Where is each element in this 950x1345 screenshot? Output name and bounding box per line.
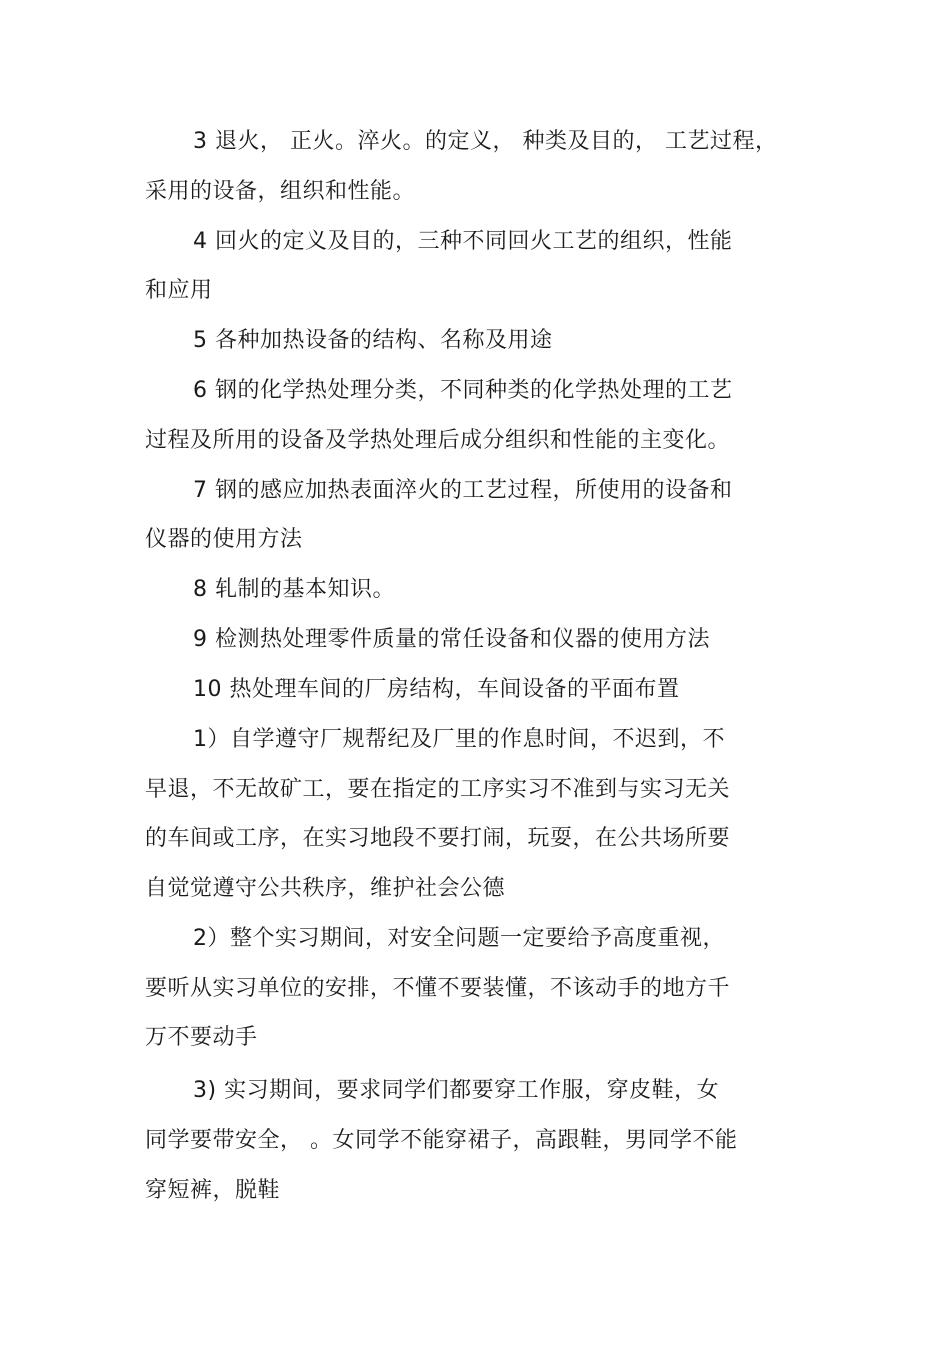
rule-1-line-4: 自觉觉遵守公共秩序，维护社会公德 bbox=[145, 876, 506, 901]
paragraph-3-line-2: 采用的设备，组织和性能。 bbox=[145, 179, 416, 204]
rule-1-line-3: 的车间或工序，在实习地段不要打闹，玩耍，在公共场所要 bbox=[145, 826, 731, 851]
paragraph-8-line-1: 8 轧制的基本知识。 bbox=[193, 577, 395, 602]
rule-1-line-1: 1）自学遵守厂规帮纪及厂里的作息时间，不迟到，不 bbox=[193, 727, 725, 752]
rule-3-line-2: 同学要带安全， 。女同学不能穿裙子，高跟鞋，男同学不能 bbox=[145, 1128, 738, 1153]
paragraph-4-line-1: 4 回火的定义及目的，三种不同回火工艺的组织，性能 bbox=[193, 229, 733, 254]
rule-2-line-2: 要听从实习单位的安排，不懂不要装懂，不该动手的地方千 bbox=[145, 976, 731, 1001]
rule-3-line-3: 穿短裤，脱鞋 bbox=[145, 1178, 281, 1203]
paragraph-10-line-1: 10 热处理车间的厂房结构，车间设备的平面布置 bbox=[193, 677, 680, 702]
paragraph-4-line-2: 和应用 bbox=[145, 278, 213, 303]
paragraph-6-line-2: 过程及所用的设备及学热处理后成分组织和性能的主变化。 bbox=[145, 428, 731, 453]
rule-2-line-1: 2）整个实习期间，对安全问题一定要给予高度重视， bbox=[193, 926, 725, 951]
paragraph-6-line-1: 6 钢的化学热处理分类，不同种类的化学热处理的工艺 bbox=[193, 378, 733, 403]
paragraph-3-line-1: 3 退火， 正火。淬火。的定义， 种类及目的， 工艺过程， bbox=[193, 129, 778, 154]
paragraph-5-line-1: 5 各种加热设备的结构、名称及用途 bbox=[193, 328, 553, 353]
rule-2-line-3: 万不要动手 bbox=[145, 1025, 258, 1050]
paragraph-7-line-2: 仪器的使用方法 bbox=[145, 527, 303, 552]
paragraph-7-line-1: 7 钢的感应加热表面淬火的工艺过程，所使用的设备和 bbox=[193, 478, 733, 503]
rule-3-line-1: 3) 实习期间，要求同学们都要穿工作服，穿皮鞋，女 bbox=[193, 1078, 720, 1103]
rule-1-line-2: 早退，不无故矿工，要在指定的工序实习不准到与实习无关 bbox=[145, 777, 731, 802]
paragraph-9-line-1: 9 检测热处理零件质量的常任设备和仪器的使用方法 bbox=[193, 627, 710, 652]
